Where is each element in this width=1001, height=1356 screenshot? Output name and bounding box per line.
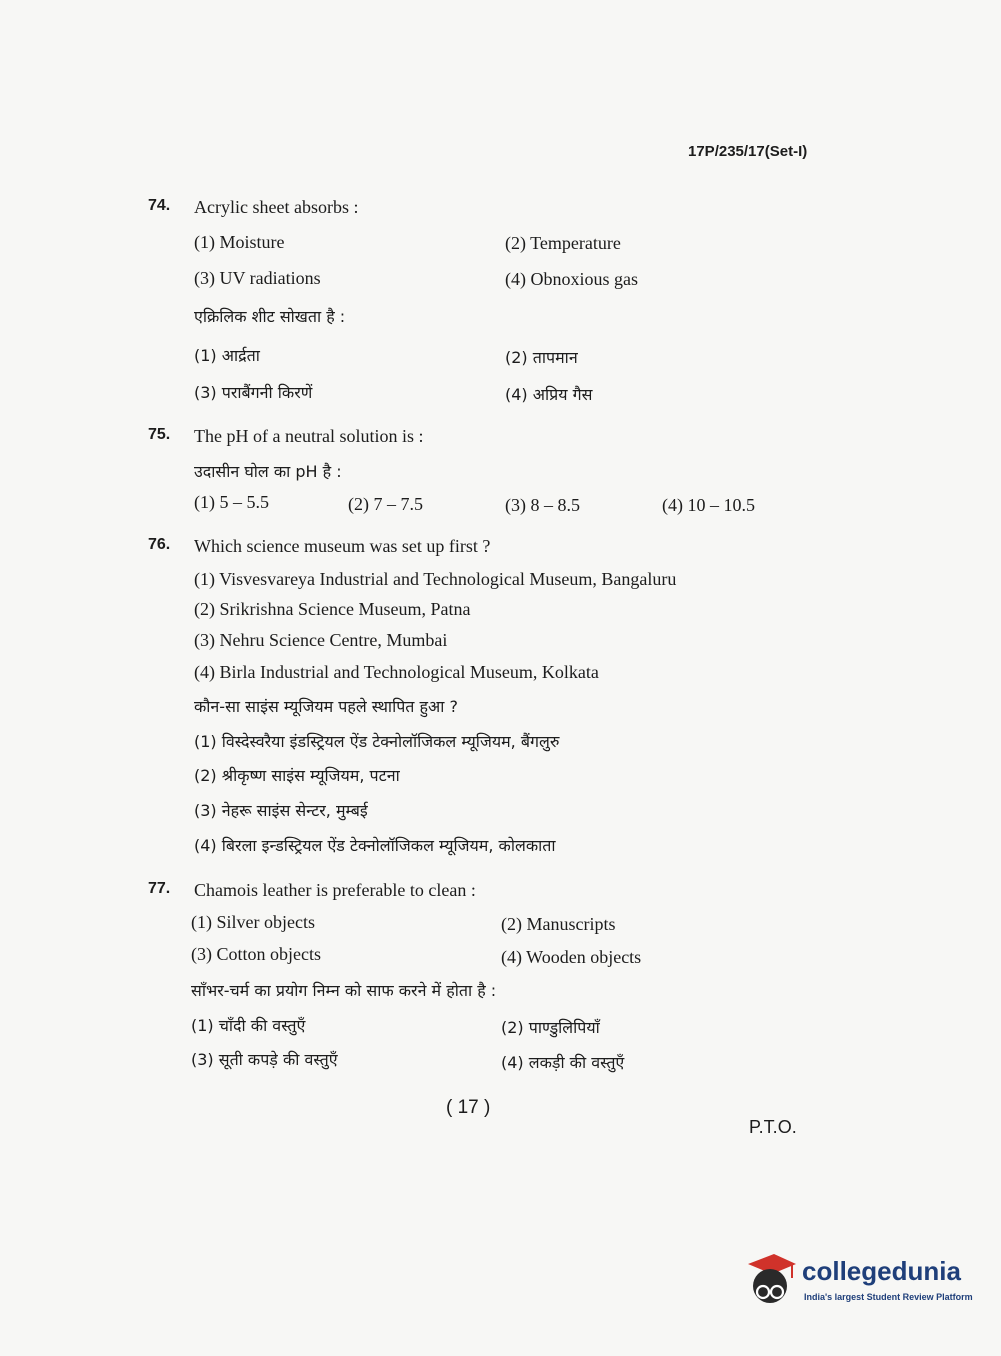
option-hindi: (2) पाण्डुलिपियाँ xyxy=(501,1018,600,1037)
option: (4) 10 – 10.5 xyxy=(662,495,755,515)
option-hindi: (4) लकड़ी की वस्तुएँ xyxy=(501,1053,625,1072)
question-number: 76. xyxy=(148,536,171,553)
option: (1) Silver objects xyxy=(191,912,315,932)
question-text: Acrylic sheet absorbs : xyxy=(194,197,359,217)
option: (4) Obnoxious gas xyxy=(505,269,638,289)
option-hindi: (3) पराबैंगनी किरणें xyxy=(194,383,313,402)
question-text-hindi: उदासीन घोल का pH है : xyxy=(194,462,342,481)
option-hindi: (4) बिरला इन्डस्ट्रियल ऐंड टेक्नोलॉजिकल म्यूजियम, कोलकाता xyxy=(194,836,556,855)
question-text-hindi: साँभर-चर्म का प्रयोग निम्न को साफ करने में होता है : xyxy=(191,981,497,1000)
question-text: Chamois leather is preferable to clean : xyxy=(194,880,476,900)
page-number: ( 17 ) xyxy=(446,1097,491,1118)
option-hindi: (4) अप्रिय गैस xyxy=(505,385,593,404)
option: (2) Manuscripts xyxy=(501,914,616,934)
question-number: 75. xyxy=(148,426,171,443)
paper-code: 17P/235/17(Set-I) xyxy=(688,143,808,160)
option: (4) Wooden objects xyxy=(501,947,642,967)
question-text: Which science museum was set up first ? xyxy=(194,536,491,556)
logo-tagline: India's largest Student Review Platform xyxy=(804,1292,973,1302)
option: (3) Nehru Science Centre, Mumbai xyxy=(194,630,448,650)
option: (3) 8 – 8.5 xyxy=(505,495,580,515)
option: (2) 7 – 7.5 xyxy=(348,494,423,514)
option: (1) Visvesvareya Industrial and Technological Museum, Bangaluru xyxy=(194,569,677,589)
option: (4) Birla Industrial and Technological Museum, Kolkata xyxy=(194,662,599,682)
option-hindi: (2) तापमान xyxy=(505,348,578,367)
option-hindi: (3) नेहरू साइंस सेन्टर, मुम्बई xyxy=(194,801,368,820)
question-text: The pH of a neutral solution is : xyxy=(194,426,424,446)
question-text-hindi: कौन-सा साइंस म्यूजियम पहले स्थापित हुआ ? xyxy=(194,697,458,716)
option: (1) Moisture xyxy=(194,232,285,252)
pto-label: P.T.O. xyxy=(749,1117,797,1137)
option: (3) UV radiations xyxy=(194,268,321,288)
option-hindi: (1) आर्द्रता xyxy=(194,346,260,365)
option-hindi: (1) चाँदी की वस्तुएँ xyxy=(191,1016,306,1035)
option: (2) Srikrishna Science Museum, Patna xyxy=(194,599,471,619)
option: (2) Temperature xyxy=(505,233,621,253)
option: (3) Cotton objects xyxy=(191,944,321,964)
collegedunia-logo xyxy=(744,1248,974,1318)
question-number: 77. xyxy=(148,880,171,897)
option-hindi: (3) सूती कपड़े की वस्तुएँ xyxy=(191,1050,338,1069)
option-hindi: (1) विस्देस्वरैया इंडस्ट्रियल ऐंड टेक्नोलॉजिकल म्यूजियम, बैंगलुरु xyxy=(194,732,560,751)
option: (1) 5 – 5.5 xyxy=(194,492,269,512)
mascot-icon xyxy=(744,1252,798,1310)
option-hindi: (2) श्रीकृष्ण साइंस म्यूजियम, पटना xyxy=(194,766,400,785)
logo-name: collegedunia xyxy=(802,1256,961,1286)
question-number: 74. xyxy=(148,197,171,214)
question-text-hindi: एक्रिलिक शीट सोखता है : xyxy=(194,307,346,326)
